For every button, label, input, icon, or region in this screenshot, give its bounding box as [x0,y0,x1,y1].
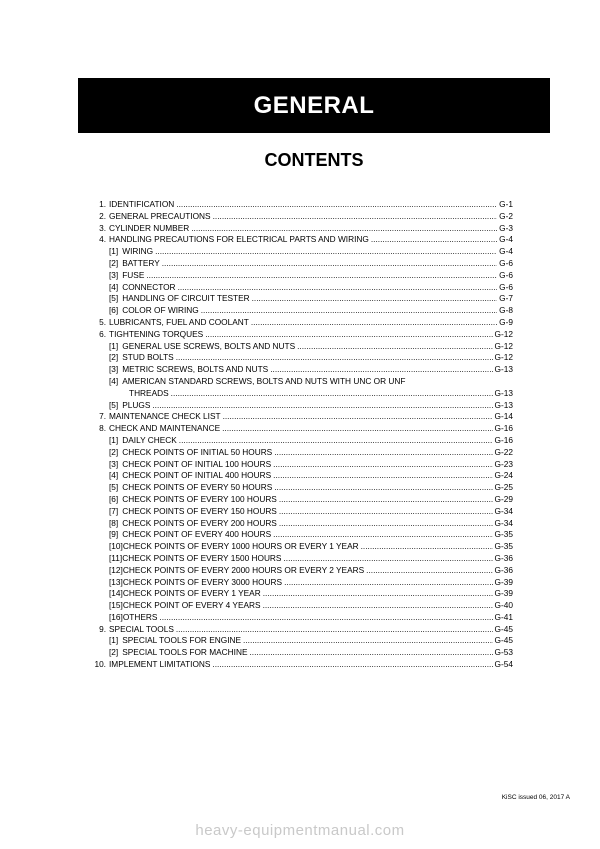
toc-entry[interactable] [86,223,513,235]
toc-entry-page: G-23 [494,458,513,469]
toc-entry-page: G-34 [494,517,513,528]
toc-leader-dots [273,529,492,541]
toc-entry-title: CHECK POINTS OF EVERY 1 YEAR [122,588,261,599]
toc-entry-title: METRIC SCREWS, BOLTS AND NUTS [122,364,269,375]
toc-entry-page: G-36 [494,564,513,575]
toc-leader-dots [273,470,492,482]
toc-entry-subnumber: [4] [109,375,119,386]
toc-leader-dots [274,482,492,494]
toc-entry-page: G-6 [499,281,513,292]
toc-entry-subnumber: [3] [109,269,119,280]
toc-entry-page: G-9 [499,316,513,327]
toc-entry-title: GENERAL PRECAUTIONS [109,210,211,221]
section-banner [78,78,550,133]
toc-entry-subnumber: [12] [109,564,123,575]
toc-entry-title: STUD BOLTS [122,352,174,363]
toc-entry-title: CHECK AND MAINTENANCE [109,423,221,434]
toc-entry-title: CYLINDER NUMBER [109,222,190,233]
toc-entry[interactable] [86,470,513,482]
section-title: GENERAL [253,91,375,119]
toc-entry-page: G-8 [499,305,513,316]
toc-entry-number: 5. [99,316,106,327]
toc-entry[interactable] [86,282,513,294]
toc-entry-page: G-12 [494,352,513,363]
toc-entry-title: CHECK POINTS OF INITIAL 50 HOURS [122,446,273,457]
toc-leader-dots [243,635,493,647]
toc-entry-title: MAINTENANCE CHECK LIST [109,411,221,422]
toc-entry-title: CHECK POINTS OF EVERY 100 HOURS [122,493,277,504]
toc-leader-dots [223,411,493,423]
toc-leader-dots [201,305,497,317]
toc-leader-dots [222,423,492,435]
toc-entry-title: CONNECTOR [122,281,176,292]
toc-entry-title: SPECIAL TOOLS FOR MACHINE [122,647,248,658]
toc-entry-page: G-40 [494,600,513,611]
toc-entry-page: G-45 [494,623,513,634]
toc-leader-dots [366,565,492,577]
toc-leader-dots [279,518,493,530]
toc-entry-page: G-3 [499,222,513,233]
toc-entry-title: BATTERY [122,257,160,268]
toc-leader-dots [176,352,493,364]
toc-entry-title: SPECIAL TOOLS [109,623,174,634]
toc-entry-subnumber: [2] [109,352,119,363]
toc-entry-page: G-45 [494,635,513,646]
toc-entry[interactable] [86,305,513,317]
toc-entry[interactable] [86,577,513,589]
toc-entry-page: G-54 [494,659,513,670]
toc-entry-title: HANDLING PRECAUTIONS FOR ELECTRICAL PARTS AND WIRING [109,234,369,245]
toc-entry-subnumber: [1] [109,434,119,445]
toc-entry-page: G-41 [494,611,513,622]
toc-entry-page: G-13 [494,387,513,398]
toc-entry-number: 6. [99,328,106,339]
toc-entry[interactable] [86,234,513,246]
toc-entry-page: G-36 [494,552,513,563]
toc-entry-title: CHECK POINTS OF EVERY 1500 HOURS [122,552,282,563]
toc-entry-page: G-35 [494,529,513,540]
toc-entry[interactable] [86,529,513,541]
toc-entry-page: G-2 [499,210,513,221]
toc-entry-page: G-39 [494,588,513,599]
toc-entry[interactable] [86,364,513,376]
toc-entry-number: 1. [99,199,106,209]
toc-entry-title: CHECK POINTS OF EVERY 1000 HOURS OR EVERY 1 YEAR [122,541,359,552]
toc-entry-page: G-14 [494,411,513,422]
toc-entry-number: 9. [99,623,106,634]
toc-entry-subnumber: [2] [109,647,119,658]
toc-entry-subnumber: [4] [109,281,119,292]
toc-entry[interactable] [86,447,513,459]
toc-leader-dots [279,506,493,518]
toc-entry-page: G-22 [494,446,513,457]
toc-entry-title: HANDLING OF CIRCUIT TESTER [122,293,250,304]
toc-leader-dots [273,459,492,471]
toc-leader-dots [361,541,493,553]
toc-entry[interactable] [86,635,513,647]
toc-entry[interactable] [86,588,513,600]
toc-entry-subnumber: [15] [109,600,123,611]
toc-entry[interactable] [86,400,513,412]
toc-entry-title: THREADS [129,387,169,398]
toc-leader-dots [250,647,493,659]
toc-entry-title: COLOR OF WIRING [122,305,199,316]
toc-entry-page: G-35 [494,541,513,552]
toc-entry-title: TIGHTENING TORQUES [109,328,204,339]
toc-entry-subnumber: [1] [109,340,119,351]
toc-entry-title: FUSE [122,269,145,280]
toc-entry-title: GENERAL USE SCREWS, BOLTS AND NUTS [122,340,296,351]
toc-leader-dots [176,624,493,636]
toc-entry[interactable] [86,541,513,553]
toc-leader-dots [205,329,492,341]
toc-entry-subnumber: [3] [109,364,119,375]
toc-leader-dots [263,600,493,612]
toc-leader-dots [252,293,498,305]
toc-entry[interactable] [86,518,513,530]
toc-entry[interactable] [86,459,513,471]
toc-entry-title: CHECK POINTS OF EVERY 150 HOURS [122,505,277,516]
toc-entry-title: PLUGS [122,399,151,410]
table-of-contents [86,199,513,671]
toc-entry-title: SPECIAL TOOLS FOR ENGINE [122,635,242,646]
toc-entry-title: CHECK POINTS OF EVERY 200 HOURS [122,517,277,528]
toc-entry-page: G-4 [499,246,513,257]
toc-leader-dots [191,223,497,235]
toc-entry-title: WIRING [122,246,154,257]
toc-leader-dots [213,211,498,223]
toc-leader-dots [152,400,492,412]
toc-entry-title: IMPLEMENT LIMITATIONS [109,659,211,670]
toc-entry-page: G-13 [494,399,513,410]
toc-entry-title: DAILY CHECK [122,434,177,445]
toc-entry-subnumber: [16] [109,611,123,622]
toc-leader-dots [178,282,498,294]
toc-entry[interactable] [86,270,513,282]
toc-entry[interactable] [86,199,513,211]
toc-entry-subnumber: [8] [109,517,119,528]
toc-entry[interactable] [86,246,513,258]
toc-entry[interactable] [86,494,513,506]
toc-entry-title: OTHERS [122,611,158,622]
toc-entry-subnumber: [5] [109,399,119,410]
toc-entry[interactable] [86,388,513,400]
toc-leader-dots [263,588,493,600]
toc-entry-subnumber: [4] [109,470,119,481]
watermark-text: heavy-equipmentmanual.com [195,822,405,839]
toc-entry-page: G-16 [494,434,513,445]
toc-leader-dots [162,258,497,270]
toc-entry-number: 8. [99,423,106,434]
toc-entry-subnumber: [6] [109,305,119,316]
toc-entry-title: CHECK POINT OF INITIAL 400 HOURS [122,470,272,481]
toc-entry-subnumber: [7] [109,505,119,516]
toc-entry-subnumber: [5] [109,293,119,304]
toc-entry-page: G-1 [499,199,513,209]
toc-entry-number: 3. [99,222,106,233]
toc-entry-page: G-12 [494,328,513,339]
toc-entry[interactable] [86,317,513,329]
toc-entry[interactable] [86,258,513,270]
toc-leader-dots [176,199,497,211]
toc-leader-dots [251,317,497,329]
toc-entry-number: 4. [99,234,106,245]
toc-entry-title: CHECK POINTS OF EVERY 2000 HOURS OR EVERY 2 YEARS [122,564,365,575]
toc-entry[interactable] [86,423,513,435]
toc-entry-subnumber: [5] [109,482,119,493]
toc-entry-page: G-4 [499,234,513,245]
toc-leader-dots [155,246,497,258]
toc-entry[interactable] [86,647,513,659]
toc-entry[interactable] [86,435,513,447]
toc-entry-page: G-12 [494,340,513,351]
toc-leader-dots [279,494,493,506]
toc-entry[interactable] [86,482,513,494]
toc-entry[interactable] [86,411,513,423]
toc-entry-page: G-13 [494,364,513,375]
toc-entry-number: 2. [99,210,106,221]
toc-entry-page: G-34 [494,505,513,516]
toc-leader-dots [274,447,492,459]
toc-entry-page: G-6 [499,257,513,268]
toc-leader-dots [159,612,492,624]
toc-leader-dots [371,234,497,246]
toc-entry[interactable] [86,612,513,624]
toc-entry[interactable] [86,600,513,612]
toc-entry-subnumber: [1] [109,246,119,257]
toc-entry-number: 10. [94,659,106,670]
toc-entry-subnumber: [10] [109,541,123,552]
toc-entry-title: CHECK POINT OF INITIAL 100 HOURS [122,458,272,469]
toc-entry-subnumber: [3] [109,458,119,469]
toc-leader-dots [146,270,497,282]
toc-entry[interactable] [86,211,513,223]
toc-leader-dots [284,577,492,589]
toc-entry-page: G-29 [494,493,513,504]
toc-entry[interactable] [86,329,513,341]
issue-note: KiSC issued 06, 2017 A [501,794,570,801]
toc-leader-dots [270,364,492,376]
toc-entry-subnumber: [2] [109,446,119,457]
toc-entry-title: IDENTIFICATION [109,199,175,209]
toc-entry-number: 7. [99,411,106,422]
toc-entry[interactable] [86,565,513,577]
toc-leader-dots [283,553,492,565]
toc-entry[interactable] [86,624,513,636]
contents-heading: CONTENTS [264,150,364,170]
toc-leader-dots [171,388,493,400]
toc-entry[interactable] [86,376,513,388]
toc-entry-page: G-24 [494,470,513,481]
toc-entry[interactable] [86,341,513,353]
toc-entry[interactable] [86,293,513,305]
toc-entry-title: LUBRICANTS, FUEL AND COOLANT [109,316,249,327]
toc-entry[interactable] [86,659,513,671]
toc-entry-page: G-25 [494,482,513,493]
toc-leader-dots [297,341,492,353]
toc-entry[interactable] [86,506,513,518]
toc-leader-dots [212,659,492,671]
toc-entry-page: G-16 [494,423,513,434]
toc-entry-title: AMERICAN STANDARD SCREWS, BOLTS AND NUTS WITH UNC OR UNF [122,375,406,386]
toc-entry-subnumber: [1] [109,635,119,646]
toc-entry-subnumber: [13] [109,576,123,587]
toc-entry-page: G-53 [494,647,513,658]
toc-entry-page: G-7 [499,293,513,304]
toc-entry-page: G-6 [499,269,513,280]
toc-entry-subnumber: [2] [109,257,119,268]
toc-entry-title: CHECK POINT OF EVERY 400 HOURS [122,529,272,540]
toc-entry-title: CHECK POINTS OF EVERY 50 HOURS [122,482,273,493]
toc-entry-title: CHECK POINT OF EVERY 4 YEARS [122,600,261,611]
toc-entry-subnumber: [6] [109,493,119,504]
toc-entry-subnumber: [11] [109,552,123,563]
toc-entry-title: CHECK POINTS OF EVERY 3000 HOURS [122,576,283,587]
toc-entry[interactable] [86,553,513,565]
toc-entry-subnumber: [9] [109,529,119,540]
toc-entry-page: G-39 [494,576,513,587]
toc-leader-dots [179,435,493,447]
toc-entry[interactable] [86,352,513,364]
toc-entry-subnumber: [14] [109,588,123,599]
